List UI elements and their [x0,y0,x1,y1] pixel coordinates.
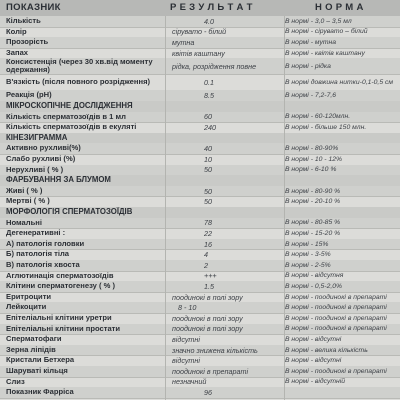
table-row [0,387,400,399]
section-title: КІНЕЗИГРАММА [6,132,68,142]
indicator-label: В'язкість (після повного розрідження) [6,77,151,87]
norm-value: В нормі - 15-20 % [285,229,341,237]
result-cell [166,260,284,271]
result-value: поодинокі в полі зору [172,313,243,323]
result-value: 60 [204,112,212,122]
result-cell [166,334,284,345]
result-cell [166,387,284,398]
result-value: 78 [204,218,212,228]
result-value: відсутні [172,334,200,344]
result-value: значно знижена кількість [172,345,258,355]
result-cell [166,218,284,229]
result-value: поодинокі в полі зору [172,292,243,302]
result-cell [166,186,284,197]
result-value: 2 [204,260,208,270]
result-cell [166,366,284,377]
result-value: +++ [204,271,217,281]
column-divider [284,16,285,400]
result-value: квітів каштану [172,48,225,58]
table-header [0,0,400,16]
result-cell [166,143,284,154]
norm-value: В нормі - більше 150 млн. [285,123,367,131]
result-cell [166,281,284,292]
result-cell [166,165,284,176]
result-cell [166,292,284,303]
result-value: 50 [204,165,212,175]
indicator-label: Шаруваті кільця [6,366,68,376]
result-cell [166,112,284,123]
result-cell [166,239,284,250]
result-cell [166,27,284,38]
section-title: МІКРОСКОПІЧНЕ ДОСЛІДЖЕННЯ [6,101,133,111]
result-value: незначний [172,377,207,387]
result-value: 1.5 [204,281,214,291]
indicator-label: Слабо рухливі (%) [6,154,76,164]
norm-value: В нормі - велика кількість [285,346,368,354]
header-indicator: ПОКАЗНИК [6,2,61,13]
indicator-label: Сперматофаги [6,334,62,344]
indicator-label: Кількість [6,16,41,26]
norm-value: В нормі - відсутній [285,378,346,386]
norm-value: В нормі - 6-10 % [285,166,337,174]
result-cell [166,324,284,335]
norm-value: В нормі - 60-120млн. [285,113,351,121]
norm-value: В нормі - поодинокі в препараті [285,325,387,333]
result-cell [166,249,284,260]
result-cell [166,37,284,48]
indicator-label: Дегенеративні : [6,228,66,238]
table-row [0,58,400,75]
result-value: 96 [204,387,212,397]
norm-value: В нормі - 3-5% [285,251,331,259]
norm-value: В нормі - поодинокі в препараті [285,293,387,301]
norm-value: В нормі - квітів каштану [285,49,365,57]
indicator-label: Активно рухливі(%) [6,143,81,153]
indicator-label: Реакція (рН) [6,90,52,100]
norm-value: В нормі - 15% [285,240,329,248]
result-value: 40 [204,144,212,154]
norm-value: В нормі - 80-85 % [285,219,341,227]
indicator-label: Кількість сперматозоїдів в екуляті [6,122,137,132]
header-result: Р Е З У Л Ь Т А Т [170,2,253,13]
result-cell [166,345,284,356]
indicator-label: Слиз [6,376,25,386]
result-value: 240 [204,122,216,132]
indicator-label: Номальні [6,217,42,227]
norm-value: В нормі - мутна [285,38,337,46]
result-value: 4.0 [204,16,214,26]
indicator-label: Аглютинація сперматозоїдів [6,270,114,280]
indicator-label: В) патологія хвоста [6,260,80,270]
norm-value: В нормі - 2-5% [285,261,331,269]
result-value: мутна [172,37,195,47]
result-value: поодинокі в полі зору [172,324,243,334]
norm-value: В нормі - поодинокі в препараті [285,304,387,312]
norm-value: В нормі - 20-10 % [285,198,341,206]
indicator-label: Показник Фарріса [6,387,74,397]
indicator-label: Кристали Бетхера [6,355,75,365]
result-value: 8 - 10 [178,303,197,313]
norm-value: В нормі - 3,0 – 3,5 мл [285,17,352,25]
indicator-label: Мертві ( % ) [6,196,50,206]
result-value: 22 [204,228,212,238]
norm-value: В нормі - рідка [285,62,331,70]
indicator-label: Прозорість [6,37,49,47]
result-value: поодинокі в препараті [172,366,249,376]
result-cell [166,74,284,90]
indicator-label: Колір [6,26,27,36]
result-cell [166,90,284,101]
result-cell [166,122,284,133]
indicator-label: Живі ( % ) [6,185,43,195]
result-value: 0.1 [204,77,214,87]
norm-value [285,387,400,398]
norm-value: В нормі - поодинокі в препараті [285,367,387,375]
indicator-label: А) патологія головки [6,238,85,248]
indicator-label: Б) патологія тіла [6,249,70,259]
norm-value: В нормі довжина нитки-0,1-0,5 см [285,78,394,86]
result-value: 16 [204,239,212,249]
result-cell [166,154,284,165]
result-value: 4 [204,250,208,260]
indicator-label: Епітеліальні клітини простати [6,323,121,333]
result-value: 8.5 [204,91,214,101]
indicator-label: Лейкоцити [6,302,47,312]
result-cell [166,355,284,366]
section-title: МОРФОЛОГІЯ СПЕРМАТОЗОЇДІВ [6,207,133,217]
result-cell [166,377,284,388]
result-cell [166,228,284,239]
norm-value: В нормі - відсутня [285,272,344,280]
result-value: 10 [204,154,212,164]
norm-value: В нормі - 80-90% [285,145,339,153]
result-value: рідка, розрідження повне [172,61,257,71]
header-norm: Н О Р М А [315,2,364,13]
section-title: ФАРБУВАННЯ ЗА БЛУМОМ [6,175,111,185]
indicator-label: Епітеліальні клітини уретри [6,313,112,323]
result-value: сірувато - білий [172,27,227,37]
result-cell [166,16,284,27]
result-cell [166,313,284,324]
result-cell [166,271,284,282]
result-cell [166,196,284,207]
norm-value: В нормі - 0,5-2,0% [285,282,343,290]
indicator-label: Зерна ліпідів [6,344,56,354]
indicator-label: Еритроцити [6,291,52,301]
norm-value: В нормі - 10 - 12% [285,155,343,163]
indicator-label: Запах [6,47,29,57]
norm-value: В нормі - поодинокі в препараті [285,314,387,322]
norm-value: В нормі - відсутні [285,335,342,343]
indicator-label: Консистенція (через 30 хв.від моменту одержання) [6,58,153,75]
column-divider [165,16,166,400]
result-value: відсутні [172,356,200,366]
result-value: 50 [204,186,212,196]
norm-value: В нормі - 7,2-7,6 [285,92,337,100]
result-cell [166,48,284,59]
indicator-label: Нерухливі ( % ) [6,164,64,174]
norm-value: В нормі - сірувато – білий [285,28,368,36]
indicator-label: Клітини сперматогенезу ( % ) [6,281,116,291]
norm-value: В нормі - відсутні [285,357,342,365]
result-cell [166,302,284,313]
indicator-label: Кількість сперматозоїдів в 1 мл [6,111,126,121]
result-value: 50 [204,197,212,207]
norm-value: В нормі - 80-90 % [285,187,341,195]
table-row [0,74,400,91]
result-cell [166,58,284,74]
